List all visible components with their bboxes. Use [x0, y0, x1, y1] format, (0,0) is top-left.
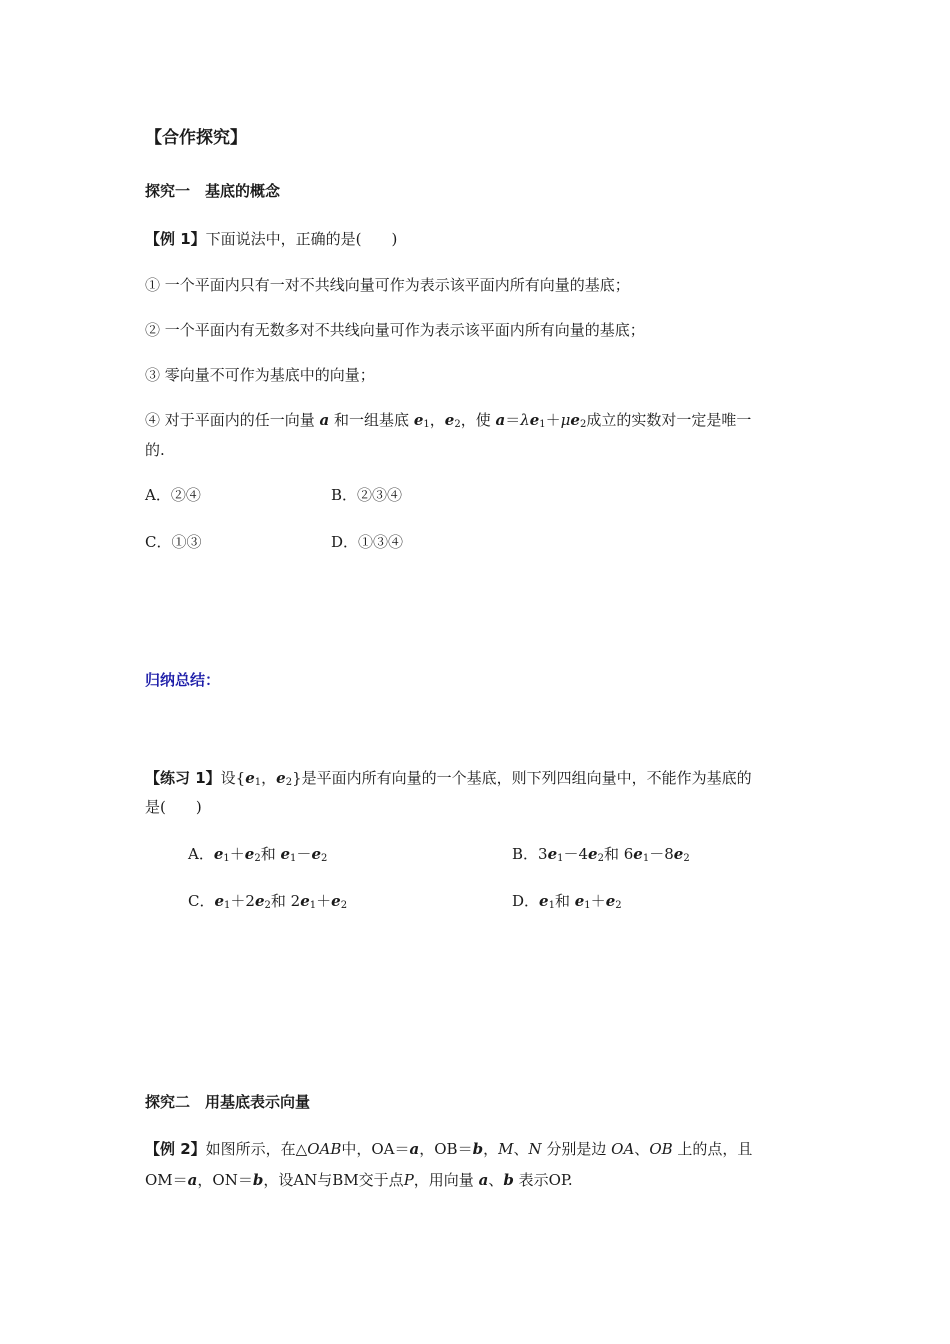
practice1-option-c: C．$e_1+2e_2$和 $2e_1+e_2$ [188, 892, 348, 911]
statement-2: ② 一个平面内有无数多对不共线向量可作为表示该平面内所有向量的基底； [145, 321, 645, 339]
example2-label: 【例 2】 [145, 1140, 206, 1158]
explore2-title: 探究二 用基底表示向量 [145, 1093, 311, 1111]
summary-heading: 归纳总结： [145, 671, 221, 689]
statement-1: ① 一个平面内只有一对不共线向量可作为表示该平面内所有向量的基底； [145, 276, 630, 294]
statement-4: ④ 对于平面内的任一向量 a 和一组基底 $e_1$，$e_2$，使 $a=\lambda e_1+\mu e_2$成立的实数对一定是唯一 [145, 411, 752, 430]
statement-3: ③ 零向量不可作为基底中的向量； [145, 366, 375, 384]
practice1-stem-end: 是( ) [145, 798, 202, 816]
practice1-option-d: D．$e_1$和 $e_1+e_2$ [512, 892, 622, 911]
explore1-title: 探究一 基底的概念 [145, 182, 281, 200]
practice1-label: 【练习 1】 [145, 769, 221, 787]
example1-option-a: A．②④ [145, 486, 201, 504]
example1-option-d: D．①③④ [331, 533, 404, 551]
practice1-option-a: A．$e_1+e_2$和 $e_1-e_2$ [188, 845, 328, 864]
example2-line1: 【例 2】如图所示，在△OAB中，OA＝a，OB＝b，M、N 分别是边 OA、OB 上的点，且 [145, 1140, 753, 1158]
section-title: 【合作探究】 [145, 128, 247, 148]
example1-option-b: B．②③④ [331, 486, 403, 504]
statement-4-end: 的. [145, 441, 165, 459]
example1-question: 下面说法中，正确的是( ) [205, 230, 398, 248]
example1-label: 【例 1】 [145, 230, 206, 248]
example1-stem [145, 228, 397, 250]
practice1-stem: 【练习 1】设{$e_1$，$e_2$}是平面内所有向量的一个基底，则下列四组向量中，不能作为基底的 [145, 769, 752, 788]
practice1-option-b: B．$3e_1-4e_2$和 $6e_1-8e_2$ [512, 845, 690, 864]
example2-line2: OM＝a，ON＝b，设AN与BM交于点P，用向量 a、b 表示OP. [145, 1171, 573, 1189]
example1-option-c: C．①③ [145, 533, 202, 551]
